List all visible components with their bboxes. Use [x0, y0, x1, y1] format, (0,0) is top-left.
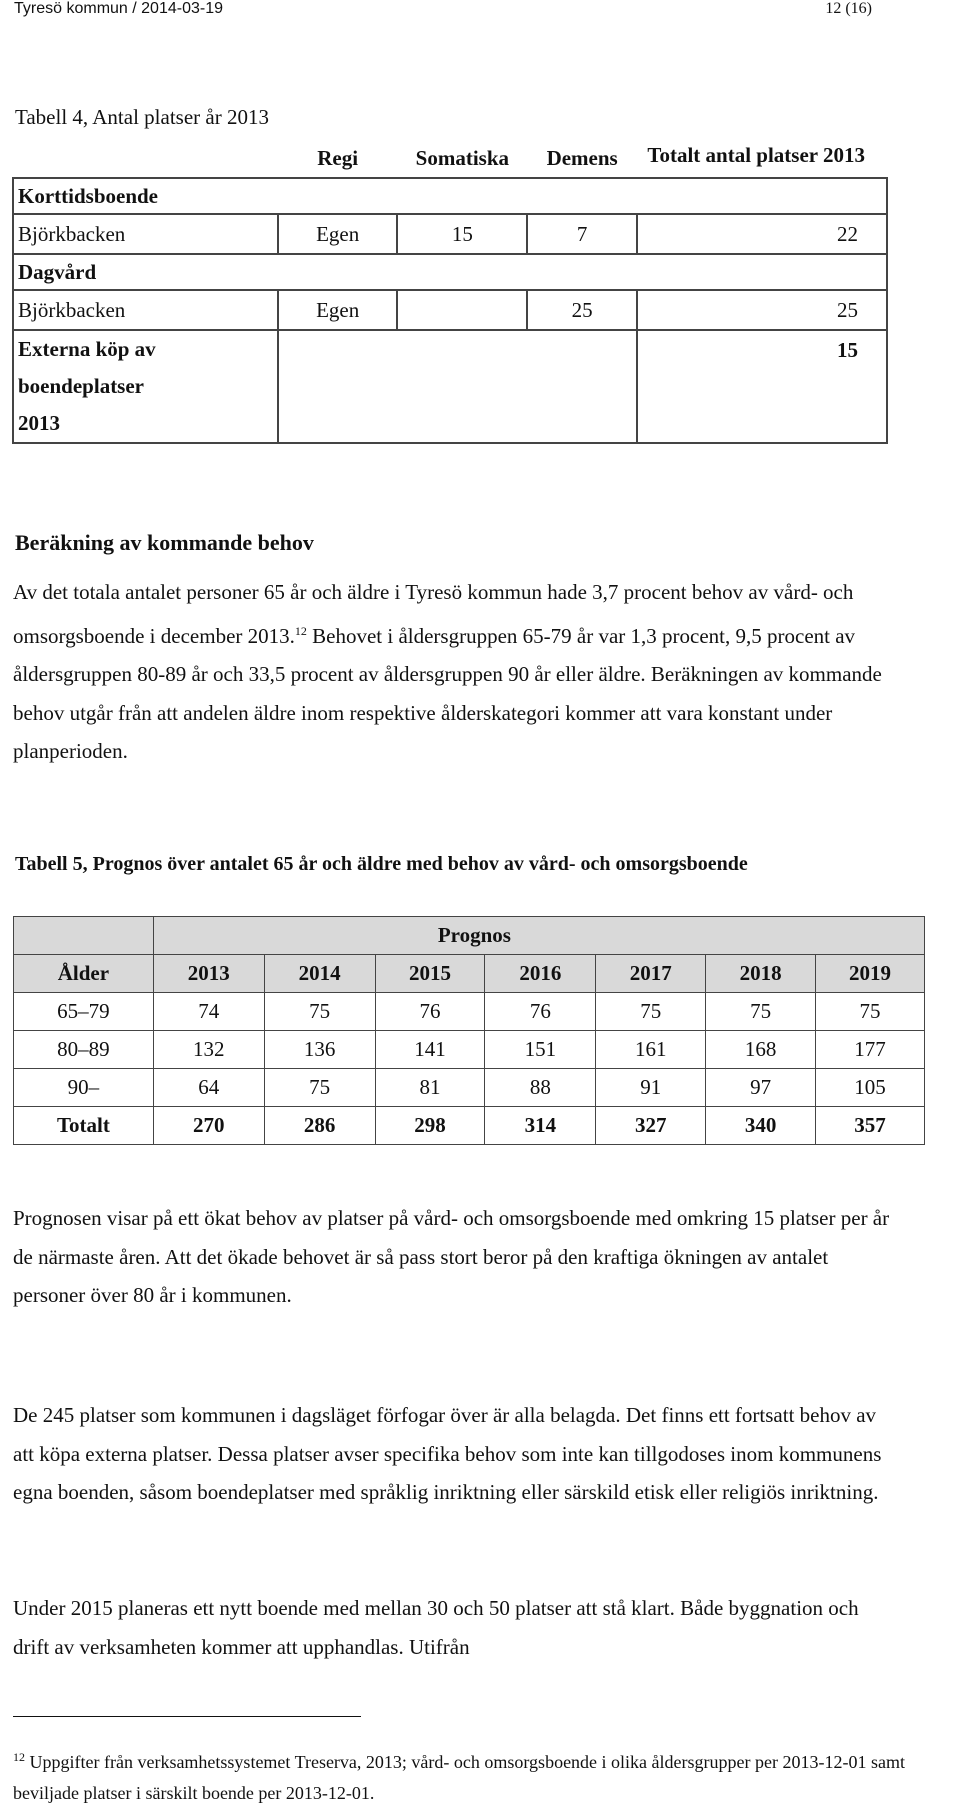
table4-section-korttid: Korttidsboende	[13, 178, 887, 214]
table-row	[13, 214, 887, 254]
table5-total-row	[14, 1107, 925, 1145]
table5-caption: Tabell 5, Prognos över antalet 65 år och äldre med behov av vård- och omsorgsboende	[15, 853, 748, 875]
table4-cell-regi: Egen	[278, 214, 398, 254]
table5-header-cell: 2015	[375, 955, 485, 993]
table5-group-header: Prognos	[153, 917, 924, 955]
table5-cell: 80–89	[14, 1031, 154, 1069]
table4-cell-regi: Egen	[278, 290, 398, 330]
table4-header-demens: Demens	[546, 146, 618, 170]
table5-header-cell: 2016	[485, 955, 596, 993]
table-row	[13, 290, 887, 330]
table4-cell-totalt: 22	[637, 214, 887, 254]
table5-cell: 64	[153, 1069, 264, 1107]
table4	[12, 139, 888, 444]
table5-cell: 151	[485, 1031, 596, 1069]
table5-group-row	[14, 917, 925, 955]
table5-cell: 75	[596, 993, 706, 1031]
table-row	[14, 993, 925, 1031]
table5-cell: 168	[706, 1031, 816, 1069]
table4-cell-totalt: 15	[637, 330, 887, 443]
table5-cell: 76	[485, 993, 596, 1031]
table-row	[13, 330, 887, 443]
table5-header-cell: Ålder	[14, 955, 154, 993]
table5-total-cell: 314	[485, 1107, 596, 1145]
table4-cell-empty	[278, 330, 637, 443]
table4-header-totalt: Totalt antal platser 2013	[647, 143, 865, 167]
table5-cell: 75	[816, 993, 925, 1031]
paragraph-1	[13, 573, 893, 771]
table4-cell-somatiska	[397, 290, 527, 330]
paragraph-1-text-b: Behovet i åldersgruppen 65-79 år var 1,3 procent, 9,5 procent av åldersgruppen 80-89 år och 33,5 procent av åldersgruppen 90 år eller äldre. Beräkningen av kommande behov utgår från att andelen äldre inom respektive ålderskategori kommer att vara konstant under planperioden.	[13, 623, 882, 763]
table4-caption: Tabell 4, Antal platser år 2013	[15, 105, 269, 129]
table5-cell: 91	[596, 1069, 706, 1107]
table5-cell: 74	[153, 993, 264, 1031]
table4-cell-totalt: 25	[637, 290, 887, 330]
table4-cell-label: Björkbacken	[13, 290, 278, 330]
table5-header-cell: 2018	[706, 955, 816, 993]
table-row	[13, 178, 887, 214]
table5-cell: 75	[264, 1069, 375, 1107]
table5-header-cell: 2019	[816, 955, 925, 993]
table5-cell: 141	[375, 1031, 485, 1069]
table5-cell: 75	[706, 993, 816, 1031]
table4-cell-label: Externa köp av boendeplatser 2013	[13, 330, 278, 443]
table4-header-blank	[13, 139, 278, 178]
table5-header-row	[14, 955, 925, 993]
table5-header-cell: 2013	[153, 955, 264, 993]
footnote	[13, 1742, 913, 1809]
header-title: Tyresö kommun / 2014-03-19	[14, 0, 223, 17]
table5-total-cell: 357	[816, 1107, 925, 1145]
table4-cell-demens: 7	[527, 214, 637, 254]
table-row	[14, 1069, 925, 1107]
table5-total-cell: Totalt	[14, 1107, 154, 1145]
table5-group-blank	[14, 917, 154, 955]
table5-cell: 136	[264, 1031, 375, 1069]
section-heading: Beräkning av kommande behov	[15, 530, 314, 555]
table5-cell: 81	[375, 1069, 485, 1107]
paragraph-1-text-a: Av det totala antalet personer 65 år och äldre i Tyresö kommun hade 3,7 procent behov av vård- och omsorgsboende i december 2013.	[13, 580, 854, 648]
footnote-divider	[13, 1716, 361, 1717]
table4-header-row	[13, 139, 887, 178]
table4-header-regi: Regi	[317, 146, 359, 170]
table5-cell: 76	[375, 993, 485, 1031]
table5-cell: 105	[816, 1069, 925, 1107]
page-header	[0, 0, 960, 20]
paragraph-3: De 245 platser som kommunen i dagsläget förfogar över är alla belagda. Det finns ett fortsatt behov av att köpa externa platser. Dessa platser avser specifika behov som inte kan tillgodoses inom kommunens egna boenden, såsom boendeplatser med språklig inriktning eller särskild etisk eller religiös inriktning.	[13, 1403, 882, 1504]
table5-cell: 161	[596, 1031, 706, 1069]
table4-header-somatiska: Somatiska	[415, 146, 510, 170]
table5-cell: 65–79	[14, 993, 154, 1031]
table5-total-cell: 340	[706, 1107, 816, 1145]
table5-total-cell: 327	[596, 1107, 706, 1145]
paragraph-2: Prognosen visar på ett ökat behov av platser på vård- och omsorgsboende med omkring 15 platser per år de närmaste åren. Att det ökade behovet är så pass stort beror på den kraftiga ökningen av antalet personer över 80 år i kommunen.	[13, 1206, 890, 1307]
table5-cell: 132	[153, 1031, 264, 1069]
footnote-ref: 12	[294, 623, 307, 638]
paragraph-4: Under 2015 planeras ett nytt boende med mellan 30 och 50 platser att stå klart. Både byggnation och drift av verksamheten kommer att upphandlas. Utifrån	[13, 1596, 859, 1659]
table4-cell-somatiska: 15	[397, 214, 527, 254]
page-number: 12 (16)	[825, 0, 872, 17]
table5-total-cell: 286	[264, 1107, 375, 1145]
table4-section-dagvard: Dagvård	[13, 254, 887, 290]
table-row	[14, 1031, 925, 1069]
footnote-text: Uppgifter från verksamhetssystemet Treserva, 2013; vård- och omsorgsboende i olika åldersgrupper per 2013-12-01 samt beviljade platser i särskilt boende per 2013-12-01.	[13, 1752, 905, 1803]
table5-cell: 75	[264, 993, 375, 1031]
table5-total-cell: 298	[375, 1107, 485, 1145]
table5-cell: 177	[816, 1031, 925, 1069]
table5-cell: 97	[706, 1069, 816, 1107]
footnote-number: 12	[13, 1750, 25, 1764]
table-row	[13, 254, 887, 290]
table5-header-cell: 2014	[264, 955, 375, 993]
table5-total-cell: 270	[153, 1107, 264, 1145]
table5-cell: 88	[485, 1069, 596, 1107]
table5-header-cell: 2017	[596, 955, 706, 993]
table4-cell-demens: 25	[527, 290, 637, 330]
table4-cell-label: Björkbacken	[13, 214, 278, 254]
table5	[13, 916, 925, 1145]
table5-cell: 90–	[14, 1069, 154, 1107]
